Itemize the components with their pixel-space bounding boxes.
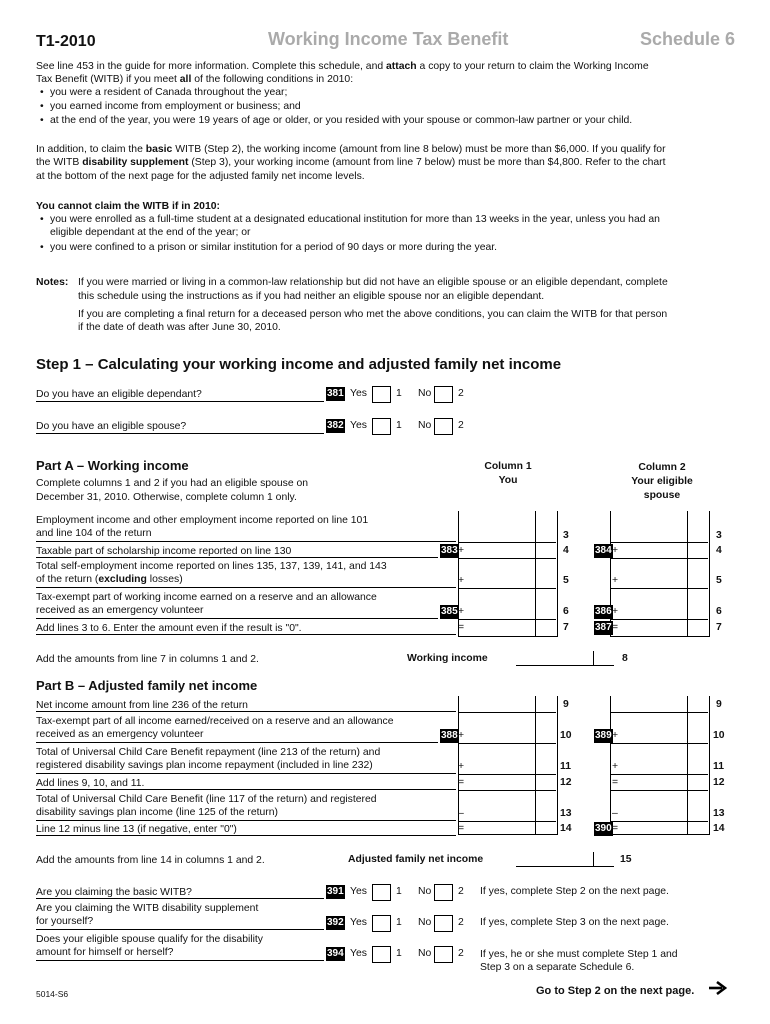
line-number: 3 — [563, 530, 569, 541]
line-number: 4 — [716, 545, 722, 556]
line-number: 12 — [713, 777, 725, 788]
row-7-label: Add lines 3 to 6. Enter the amount even if the result is "0". — [36, 623, 302, 634]
field-code-387: 387 — [595, 622, 612, 633]
field-5-col2[interactable] — [610, 588, 708, 589]
cents-divider — [593, 651, 594, 666]
cannot-bullet: • you were confined to a prison or similar institution for a period of 90 days or more during the year. — [40, 242, 498, 253]
line-number: 14 — [713, 823, 725, 834]
equals-sign: = — [612, 777, 619, 788]
option-value: 1 — [396, 388, 402, 399]
intro-bullet: • at the end of the year, you were 19 years of age or older, or you resided with your spouse or common-law partner or your child. — [40, 115, 633, 126]
option-value: 1 — [396, 420, 402, 431]
row-line — [36, 557, 438, 558]
plus-sign: + — [458, 606, 465, 617]
schedule-label: Schedule 6 — [640, 29, 736, 49]
field-code-392: 392 — [327, 917, 344, 928]
field-4-col2[interactable] — [610, 558, 708, 559]
plus-sign: + — [612, 606, 619, 617]
option-value: 1 — [396, 917, 402, 928]
page-title: Working Income Tax Benefit — [268, 29, 509, 49]
field-9-col1[interactable] — [458, 712, 556, 713]
dependant-yes-checkbox[interactable] — [372, 386, 391, 403]
row-line — [36, 618, 438, 619]
q-line — [36, 929, 324, 930]
field-code-394: 394 — [327, 948, 344, 959]
plus-sign: + — [612, 575, 619, 586]
note-1-line-1: If you were married or living in a common-law relationship but did not have an eligible spouse or an eligible dependant, complete — [78, 277, 668, 288]
equals-sign: = — [612, 823, 619, 834]
partA-title: Part A – Working income — [36, 458, 189, 473]
intro-line-2: Tax Benefit (WITB) if you meet all of the following conditions in 2010: — [36, 74, 354, 85]
equals-sign: = — [458, 622, 465, 633]
plus-sign: + — [458, 761, 465, 772]
spouse-disability-yes-checkbox[interactable] — [372, 946, 391, 963]
row-13-label: Total of Universal Child Care Benefit (line 117 of the return) and registered disability savings plan income (line 125 of the return) — [36, 794, 377, 818]
field-4-col1[interactable] — [458, 558, 556, 559]
claim-basic-note: If yes, complete Step 2 on the next page. — [480, 886, 669, 897]
note-2-line-2: if the date of death was after June 30, 2010. — [78, 322, 281, 333]
note-1-line-2: this schedule using the instructions as if you had neither an eligible spouse nor an eligible dependant. — [78, 291, 545, 302]
q-eligible-dependant: Do you have an eligible dependant? — [36, 389, 202, 400]
field-code-385: 385 — [441, 606, 458, 617]
row-line — [36, 742, 438, 743]
yes-label: Yes — [350, 917, 367, 928]
basic-no-checkbox[interactable] — [434, 884, 453, 901]
claim-basic-question: Are you claiming the basic WITB? — [36, 887, 192, 898]
claim-disability-note: If yes, complete Step 3 on the next page. — [480, 917, 669, 928]
dependant-no-checkbox[interactable] — [434, 386, 453, 403]
field-12-col2[interactable] — [610, 790, 708, 791]
line-number: 13 — [560, 808, 572, 819]
equals-sign: = — [458, 777, 465, 788]
intro-bullet: • you earned income from employment or business; and — [40, 101, 301, 112]
field-13-col1[interactable] — [458, 821, 556, 822]
line-number: 15 — [620, 854, 632, 865]
line-number: 3 — [716, 530, 722, 541]
spouse-no-checkbox[interactable] — [434, 418, 453, 435]
claim-spouse-note: If yes, he or she must complete Step 1 and Step 3 on a separate Schedule 6. — [480, 949, 678, 973]
yes-label: Yes — [350, 886, 367, 897]
no-label: No — [418, 886, 432, 897]
plus-sign: + — [612, 545, 619, 556]
disability-yes-checkbox[interactable] — [372, 915, 391, 932]
field-11-col2[interactable] — [610, 774, 708, 775]
adjusted-income-label: Adjusted family net income — [348, 854, 484, 865]
intro-bullet: • you were a resident of Canada throughout the year; — [40, 87, 288, 98]
column-2-amounts — [610, 696, 710, 835]
field-6-col2[interactable] — [610, 619, 708, 620]
cents-divider — [535, 696, 536, 834]
working-income-label: Working income — [407, 653, 488, 664]
option-value: 1 — [396, 948, 402, 959]
line-number: 7 — [716, 622, 722, 633]
row-line — [36, 541, 456, 542]
line-number: 12 — [560, 777, 572, 788]
field-12-col1[interactable] — [458, 790, 556, 791]
line-number: 5 — [716, 575, 722, 586]
cents-divider — [535, 511, 536, 636]
field-6-col1[interactable] — [458, 619, 556, 620]
minus-sign: – — [458, 808, 464, 819]
basic-yes-checkbox[interactable] — [372, 884, 391, 901]
row-line — [36, 789, 456, 790]
row-line — [36, 711, 456, 712]
field-11-col1[interactable] — [458, 774, 556, 775]
field-code-386: 386 — [595, 606, 612, 617]
line-number: 10 — [713, 730, 725, 741]
partB-title: Part B – Adjusted family net income — [36, 678, 258, 693]
q-eligible-spouse: Do you have an eligible spouse? — [36, 421, 187, 432]
column-1-amounts — [458, 696, 558, 835]
row-9-label: Net income amount from line 236 of the return — [36, 700, 248, 711]
row-11-label: Total of Universal Child Care Benefit repayment (line 213 of the return) and registered disability savings plan income repayment (included in line 232) — [36, 747, 381, 771]
line-number: 14 — [560, 823, 572, 834]
line-number: 6 — [716, 606, 722, 617]
field-13-col2[interactable] — [610, 821, 708, 822]
row-line — [36, 773, 456, 774]
field-code-388: 388 — [441, 730, 458, 741]
cents-divider — [687, 696, 688, 834]
next-page-instruction: Go to Step 2 on the next page. — [536, 985, 695, 997]
row-3-label: Employment income and other employment income reported on line 101 and line 104 of the return — [36, 515, 369, 539]
field-code-389: 389 — [595, 730, 612, 741]
yes-label: Yes — [350, 388, 367, 399]
yes-label: Yes — [350, 420, 367, 431]
line-number: 11 — [560, 761, 571, 772]
line-number: 7 — [563, 622, 569, 633]
q-line — [36, 898, 324, 899]
field-code-382: 382 — [327, 420, 344, 431]
claim-disability-question: Are you claiming the WITB disability supplement for yourself? — [36, 903, 259, 927]
q-line — [36, 960, 324, 961]
option-value: 2 — [458, 917, 464, 928]
spouse-yes-checkbox[interactable] — [372, 418, 391, 435]
form-id: T1-2010 — [36, 33, 96, 50]
para2-line-2: the WITB disability supplement (Step 3), your working income (amount from line 7 below) must be more than $4,800. Refer to the chart — [36, 157, 666, 168]
cannot-title: You cannot claim the WITB if in 2010: — [36, 201, 220, 212]
plus-sign: + — [612, 761, 619, 772]
step1-title: Step 1 – Calculating your working income and adjusted family net income — [36, 356, 562, 373]
field-5-col1[interactable] — [458, 588, 556, 589]
minus-sign: – — [612, 808, 618, 819]
line-number: 6 — [563, 606, 569, 617]
column-2-header: Column 2 Your eligible spouse — [631, 462, 693, 501]
adjusted-income-field[interactable] — [516, 852, 614, 867]
intro-line-1: See line 453 in the guide for more information. Complete this schedule, and attach a copy to your return to claim the Working Income — [36, 61, 649, 72]
working-income-field[interactable] — [516, 651, 614, 666]
no-label: No — [418, 917, 432, 928]
row-line — [36, 835, 456, 836]
no-label: No — [418, 948, 432, 959]
plus-sign: + — [612, 730, 619, 741]
row-6-label: Tax-exempt part of working income earned on a reserve and an allowance received as an emergency volunteer — [36, 592, 377, 616]
field-10-col2[interactable] — [610, 743, 708, 744]
arrow-right-icon — [708, 980, 728, 996]
row-line — [36, 587, 456, 588]
para2-line-1: In addition, to claim the basic WITB (Step 2), the working income (amount from line 8 below) must be more than $6,000. If you qualify for — [36, 144, 666, 155]
equals-sign: = — [458, 823, 465, 834]
equals-sign: = — [612, 622, 619, 633]
plus-sign: + — [458, 575, 465, 586]
cents-divider — [593, 852, 594, 867]
partA-desc-1: Complete columns 1 and 2 if you had an eligible spouse on — [36, 478, 309, 489]
row-4-label: Taxable part of scholarship income reported on line 130 — [36, 546, 292, 557]
row-8-label: Add the amounts from line 7 in columns 1 and 2. — [36, 654, 259, 665]
row-5-label: Total self-employment income reported on lines 135, 137, 139, 141, and 143 of the return (excluding losses) — [36, 561, 387, 585]
line-number: 8 — [622, 653, 628, 664]
field-code-391: 391 — [327, 886, 344, 897]
line-number: 10 — [560, 730, 572, 741]
option-value: 2 — [458, 388, 464, 399]
option-value: 1 — [396, 886, 402, 897]
plus-sign: + — [458, 545, 465, 556]
no-label: No — [418, 420, 432, 431]
field-code-384: 384 — [595, 545, 612, 556]
row-line — [36, 634, 456, 635]
cents-divider — [687, 511, 688, 636]
line-number: 4 — [563, 545, 569, 556]
q-line — [36, 401, 324, 402]
field-code-381: 381 — [327, 388, 344, 399]
disability-no-checkbox[interactable] — [434, 915, 453, 932]
para2-line-3: at the bottom of the next page for the adjusted family net income levels. — [36, 171, 365, 182]
row-15-label: Add the amounts from line 14 in columns 1 and 2. — [36, 855, 265, 866]
form-code: 5014-S6 — [36, 989, 69, 999]
cannot-bullet-cont: eligible dependant at the end of the year; or — [50, 227, 251, 238]
field-9-col2[interactable] — [610, 712, 708, 713]
line-number: 5 — [563, 575, 569, 586]
row-12-label: Add lines 9, 10, and 11. — [36, 778, 145, 789]
field-10-col1[interactable] — [458, 743, 556, 744]
partA-desc-2: December 31, 2010. Otherwise, complete column 1 only. — [36, 492, 297, 503]
option-value: 2 — [458, 948, 464, 959]
note-2-line-1: If you are completing a final return for a deceased person who met the above conditions, you can claim the WITB for that person — [78, 309, 668, 320]
spouse-disability-no-checkbox[interactable] — [434, 946, 453, 963]
option-value: 2 — [458, 886, 464, 897]
line-number: 13 — [713, 808, 725, 819]
yes-label: Yes — [350, 948, 367, 959]
row-10-label: Tax-exempt part of all income earned/received on a reserve and an allowance received as an emergency volunteer — [36, 716, 394, 740]
row-14-label: Line 12 minus line 13 (if negative, enter "0") — [36, 824, 237, 835]
cannot-bullet: • you were enrolled as a full-time student at a designated educational institution for more than 13 weeks in the year, unless you had an — [40, 214, 660, 225]
field-3-col2[interactable] — [610, 542, 708, 543]
field-code-383: 383 — [441, 545, 458, 556]
column-1-header: Column 1 You — [484, 461, 532, 486]
claim-spouse-question: Does your eligible spouse qualify for the disability amount for himself or herself? — [36, 934, 263, 958]
plus-sign: + — [458, 730, 465, 741]
row-line — [36, 820, 456, 821]
no-label: No — [418, 388, 432, 399]
line-number: 9 — [716, 699, 722, 710]
option-value: 2 — [458, 420, 464, 431]
field-3-col1[interactable] — [458, 542, 556, 543]
q-line — [36, 433, 324, 434]
line-number: 11 — [713, 761, 724, 772]
field-code-390: 390 — [595, 823, 612, 834]
notes-label: Notes: — [36, 277, 69, 288]
line-number: 9 — [563, 699, 569, 710]
